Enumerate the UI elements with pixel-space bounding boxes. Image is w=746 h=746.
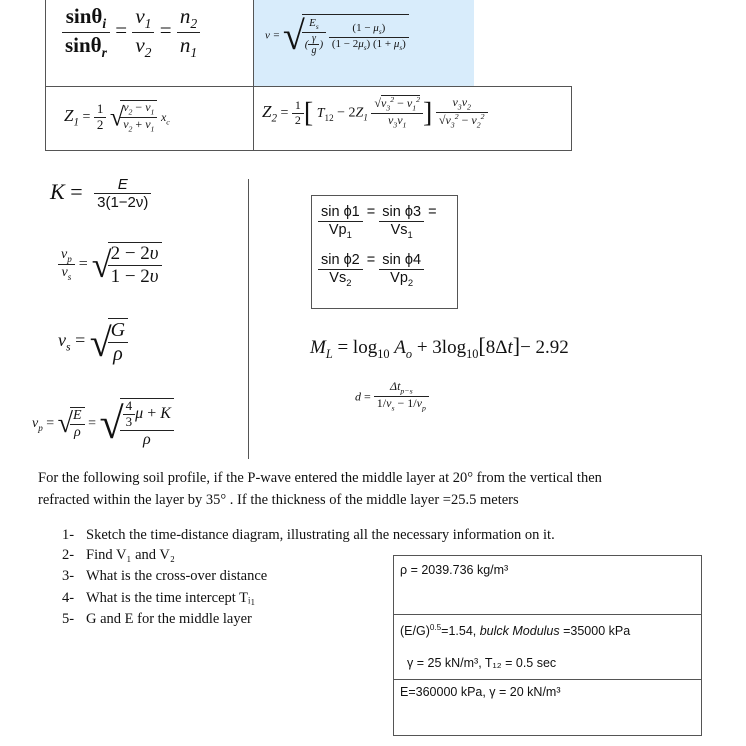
soil-layer-2-unit-weight: γ = 25 kN/m³, T₁₂ = 0.5 sec [407,656,557,670]
problem-statement-line-1: For the following soil profile, if the P-wave entered the middle layer at 20° from the vertical then [38,470,602,486]
problem-statement-line-2: refracted within the layer by 35° . If the thickness of the middle layer =25.5 meters [38,492,519,508]
local-magnitude-formula: $M_L = \log_{10} A_o + 3\log_{10}[8\Delta t]- 2.92$ [310,333,569,361]
middle-section-divider [248,179,249,459]
snell-phi-formula-1: $\frac{\text{sin ϕ1}}{Vp_1}$ = $\frac{\text{sin ϕ3}}{Vs_1}$ = [318,204,437,240]
question-5: 5- G and E for the middle layer [62,611,252,627]
soil-layer-2-properties: $(E/G)^{0.5}=1.54$, bulck Modulus =35000 kPa [400,623,631,639]
question-2: 2- Find V₁ and V₂ [62,547,175,563]
question-4: 4- What is the time intercept Tᵢ₁ [62,590,256,606]
top-table-bottom-border [45,150,571,151]
soil-layer-divider-2 [393,679,701,680]
shear-velocity-formula: $v_s$ = √ $\frac{G}{\rho}$ [58,318,128,366]
top-table-row-divider [45,86,571,87]
p-wave-velocity-formula: $v_p$ = √ $\frac{E}{\rho}$ = √ $\frac{4}{3}$ μ + K ρ [32,398,174,449]
z2-formula: $Z_2$ = $\frac{1}{2}$ [ $T_{12} - 2Z_1$ $\frac{√v_3^2 - v_1^2}{v_3v_1}$ ] $\frac{v_3v_2}{√v_3^2 - v_2^2}$ [262,96,488,131]
question-3: 3- What is the cross-over distance [62,568,268,584]
top-table-right-border [571,86,572,151]
bulk-modulus-formula: K = $\frac{E}{3(1-2\nu)}$ [50,176,151,212]
soil-profile-table [393,555,702,736]
epicentral-distance-formula: d = $\Delta t_{p-s}$ $1/v_s - 1/v_p$ [355,380,429,414]
snell-phi-formula-2: $\frac{\text{sin ϕ2}}{Vs_2}$ = $\frac{\text{sin ϕ4}}{Vp_2}$ [318,252,424,288]
soil-layer-1-density: ρ = 2039.736 kg/m³ [400,563,509,577]
question-1: 1- Sketch the time-distance diagram, illustrating all the necessary information on it. [62,527,555,543]
soil-layer-divider-1 [393,614,701,615]
velocity-elastic-formula: v = √ $E_s$ ( $\frac{\gamma}{g}$ ) $\frac{(1 - \mu_s)}{(1 - 2\mu_s) (1 + \mu_s)}$ [265,12,409,59]
velocity-ratio-formula: $\frac{v_p}{v_s}$ = √ $\frac{2 - 2\upsilon}{1 - 2\upsilon}$ [58,242,162,288]
z1-formula: $Z_1$ = $\frac{1}{2}$ √ $\frac{v_2 - v_1}{v_2 + v_1}$ $x_c$ [64,100,170,134]
soil-layer-3-properties: E=360000 kPa, γ = 20 kN/m³ [400,685,561,699]
snell-law-formula: $\frac{\sin\theta_i}{\sin\theta_r}$ = $\frac{v_1}{v_2}$ = $\frac{n_2}{n_1}$ [62,4,200,61]
top-table-left-border [45,0,46,151]
